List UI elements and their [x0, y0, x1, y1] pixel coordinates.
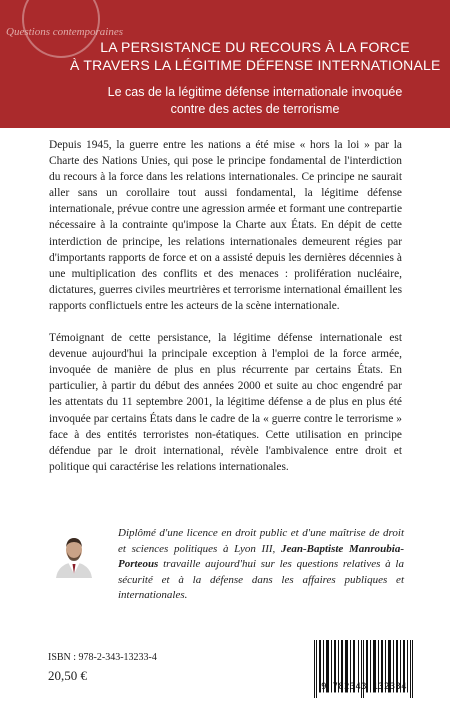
price: 20,50 €	[48, 668, 87, 683]
book-title-line1: LA PERSISTANCE DU RECOURS À LA FORCE	[100, 39, 410, 55]
back-cover-summary	[49, 137, 402, 491]
book-subtitle-line1: Le cas de la légitime défense internationale invoquée	[107, 85, 403, 99]
series-label: Questions contemporaines	[6, 26, 124, 38]
author-bio-part2: travaille aujourd'hui sur les questions relatives à la sécurité et à la défense dans les affaires publiques et internationales.	[118, 558, 404, 601]
book-subtitle-line2: contre des actes de terrorisme	[170, 102, 340, 116]
author-bio	[118, 526, 404, 604]
summary-paragraph-2: Témoignant de cette persistance, la légitime défense internationale est devenue aujourd'hui la principale exception à l'emploi de la force armée, invoquée de manière de plus en plus récurrente par certains États. En particulier, à partir du début des années 2000 et suite au choc engendré par les attentats du 11 septembre 2001, la légitime défense a de plus en plus été invoquée par certains États dans le cadre de la « guerre contre le terrorisme » face à des entités terroristes non-étatiques. Cette utilisation en principe défendue par le droit international, révèle l'ambivalence entre droit et politique qui caractérise les relations internationales.	[49, 332, 402, 473]
author-bio-part1: Diplômé d'une licence en droit public et d'une maîtrise de droit et sciences politiques à Lyon III,	[118, 527, 404, 555]
book-title-line2: À TRAVERS LA LÉGITIME DÉFENSE INTERNATIONALE	[70, 57, 441, 73]
isbn: ISBN : 978-2-343-13233-4	[48, 652, 157, 663]
author-name: Jean-Baptiste Manroubia-Porteous	[118, 542, 404, 570]
header-band	[0, 0, 450, 128]
book-title	[70, 38, 440, 74]
barcode-digits: 9 782343 132334	[321, 682, 407, 692]
summary-paragraph-1: Depuis 1945, la guerre entre les nations a été mise « hors la loi » par la Charte des Nations Unies, qui pose le principe fondamental de l'interdiction du recours à la force dans les relations internationales. Ce principe ne saurait aller sans un corollaire tout aussi fondamental, la légitime défense internationale, prévue contre une agression armée et formant une contrepartie nécessaire à la contrainte qu'impose la Charte aux États. En dépit de cette interdiction de principe, les relations internationales demeurent régies par d'importants rapports de force et on a assisté depuis les dernières décennies à une multiplication des conflits et des menaces : prolifération nucléaire, dictatures, guerres civiles meurtrières et terrorisme international émaillent les rapports conflictuels entre les acteurs de la scène internationale.	[49, 139, 402, 312]
author-photo	[50, 530, 98, 578]
book-subtitle	[70, 84, 440, 118]
